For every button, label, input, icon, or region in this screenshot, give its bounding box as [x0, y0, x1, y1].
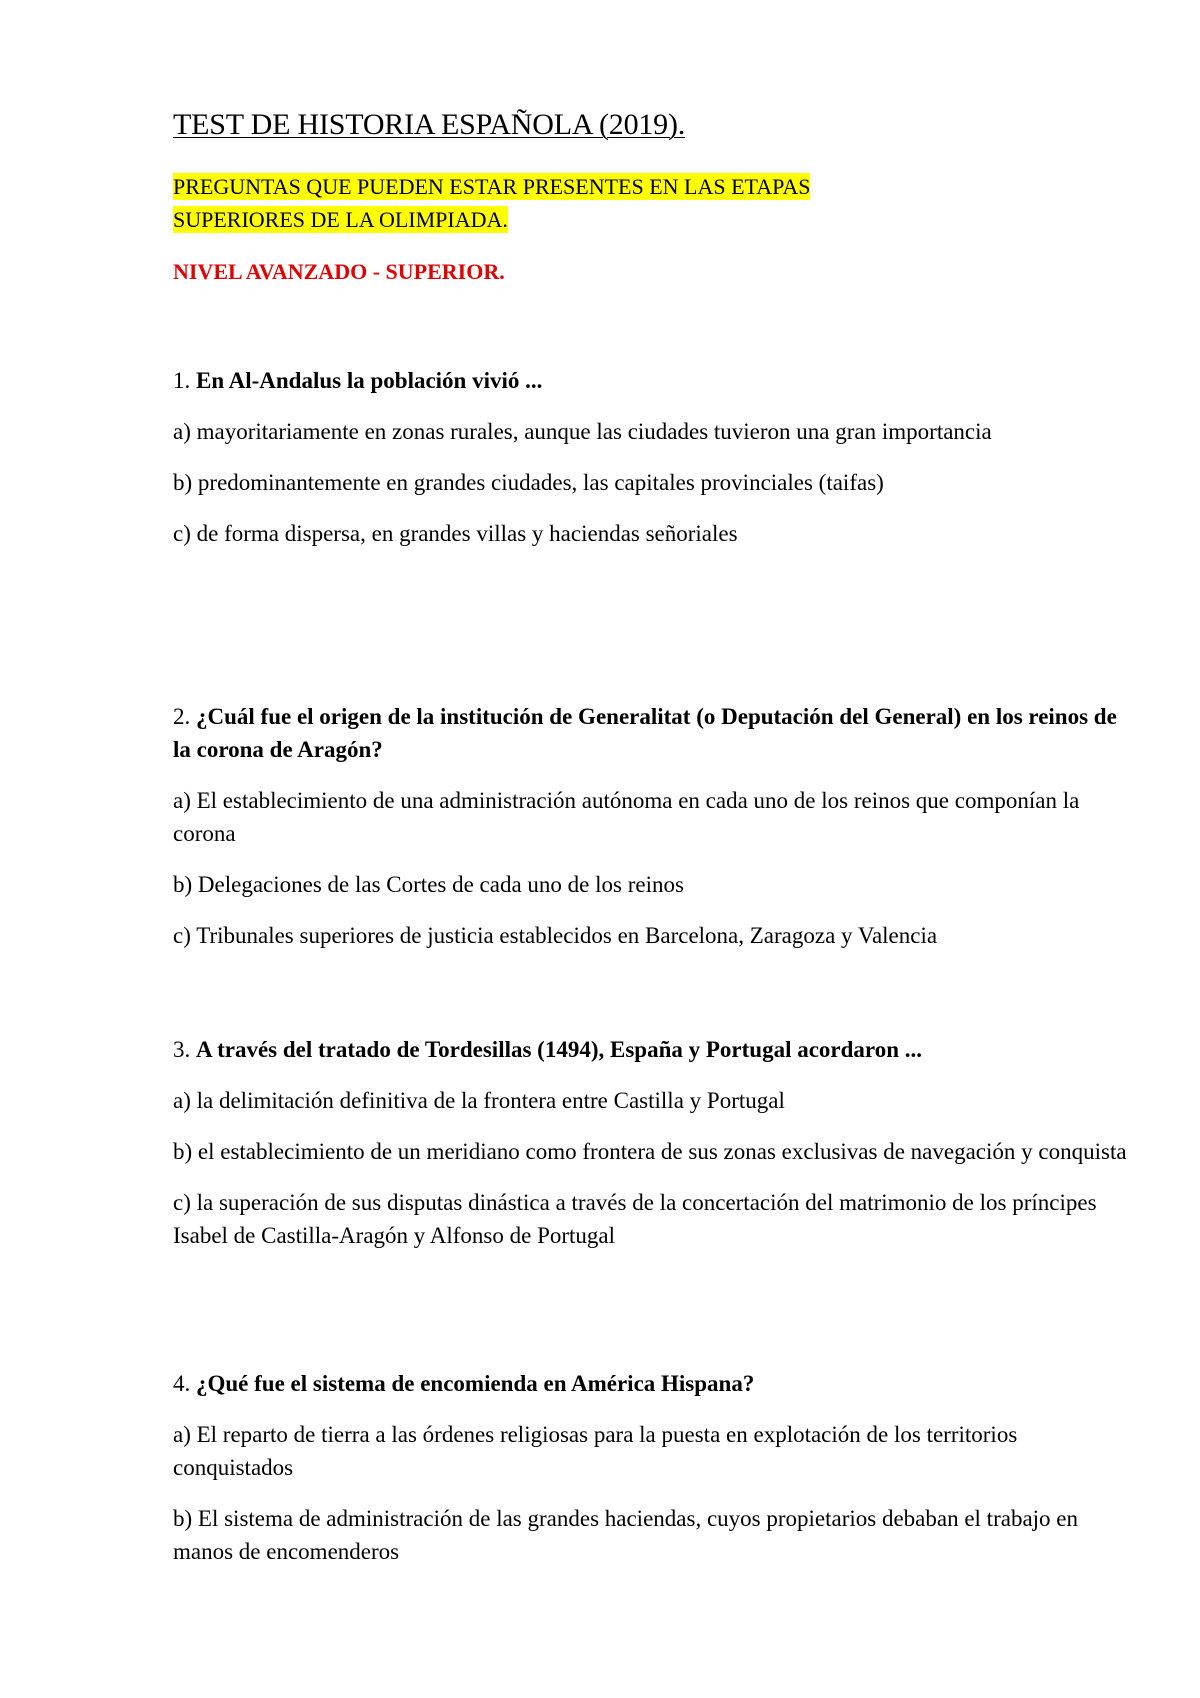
- level-label: NIVEL AVANZADO - SUPERIOR.: [173, 259, 505, 284]
- question-number: 3.: [173, 1037, 191, 1062]
- question-4: [173, 1367, 1133, 1568]
- question-heading: [173, 1033, 1133, 1066]
- question-2: [173, 700, 1133, 952]
- question-3: [173, 1033, 1133, 1252]
- option-b: b) Delegaciones de las Cortes de cada uno de los reinos: [173, 872, 684, 897]
- option-a: a) El reparto de tierra a las órdenes religiosas para la puesta en explotación de los territorios conquistados: [173, 1422, 1018, 1480]
- question-1: [173, 364, 1133, 550]
- question-text: En Al-Andalus la población vivió ...: [196, 368, 543, 393]
- option-c: c) la superación de sus disputas dinástica a través de la concertación del matrimonio de los príncipes Isabel de Castilla-Aragón y Alfonso de Portugal: [173, 1190, 1097, 1248]
- highlight-line-2: SUPERIORES DE LA OLIMPIADA.: [173, 207, 508, 232]
- question-heading: [173, 700, 1133, 766]
- option-a: a) El establecimiento de una administración autónoma en cada uno de los reinos que componían la corona: [173, 788, 1080, 846]
- question-text: A través del tratado de Tordesillas (1494), España y Portugal acordaron ...: [196, 1037, 923, 1062]
- question-heading: [173, 364, 1133, 397]
- question-number: 2.: [173, 704, 191, 729]
- option-b: b) predominantemente en grandes ciudades, las capitales provinciales (taifas): [173, 470, 884, 495]
- option-c: c) Tribunales superiores de justicia establecidos en Barcelona, Zaragoza y Valencia: [173, 923, 938, 948]
- question-heading: [173, 1367, 1133, 1400]
- option-b: b) el establecimiento de un meridiano como frontera de sus zonas exclusivas de navegación y conquista: [173, 1139, 1127, 1164]
- option-c: c) de forma dispersa, en grandes villas y haciendas señoriales: [173, 521, 738, 546]
- question-number: 1.: [173, 368, 191, 393]
- document-page: [173, 108, 1133, 286]
- question-number: 4.: [173, 1371, 191, 1396]
- question-text: ¿Cuál fue el origen de la institución de Generalitat (o Deputación del General) en los reinos de la corona de Aragón?: [173, 704, 1117, 762]
- question-text: ¿Qué fue el sistema de encomienda en América Hispana?: [196, 1371, 755, 1396]
- document-title: TEST DE HISTORIA ESPAÑOLA (2019).: [173, 108, 686, 141]
- highlight-notice: [173, 170, 1133, 236]
- highlight-line-1: PREGUNTAS QUE PUEDEN ESTAR PRESENTES EN LAS ETAPAS: [173, 174, 811, 199]
- option-a: a) la delimitación definitiva de la frontera entre Castilla y Portugal: [173, 1088, 785, 1113]
- option-b: b) El sistema de administración de las grandes haciendas, cuyos propietarios debaban el trabajo en manos de encomenderos: [173, 1506, 1078, 1564]
- option-a: a) mayoritariamente en zonas rurales, aunque las ciudades tuvieron una gran importancia: [173, 419, 992, 444]
